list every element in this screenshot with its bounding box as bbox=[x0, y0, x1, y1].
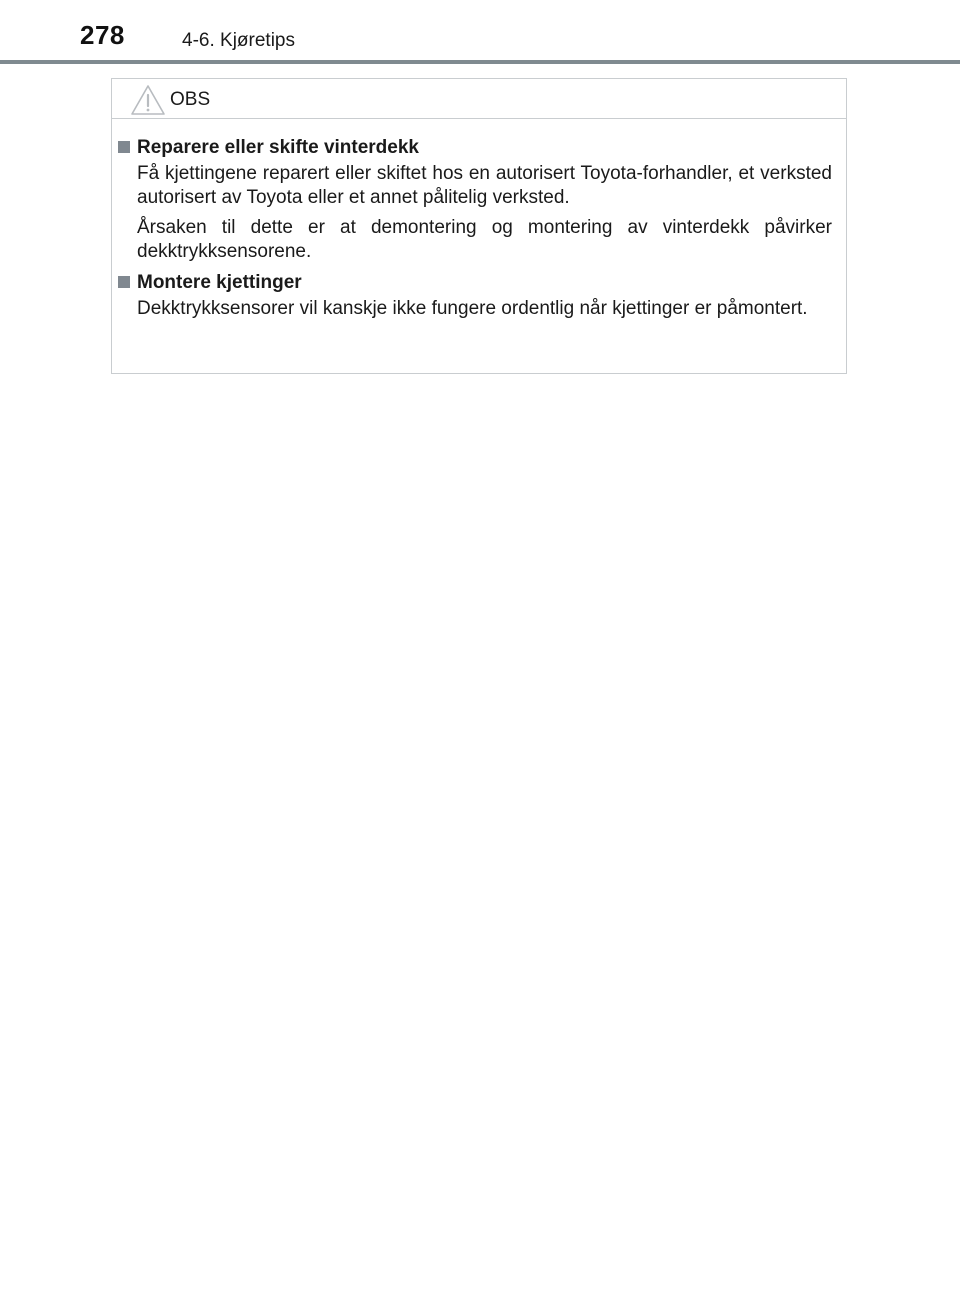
square-bullet-icon bbox=[118, 276, 130, 288]
entry-paragraph: Få kjettingene reparert eller skiftet hos en autorisert Toyota-forhandler, et verksted autorisert av Toyota eller et annet pålitelig verksted. bbox=[137, 163, 832, 208]
warning-triangle-icon bbox=[130, 84, 166, 116]
caution-header bbox=[112, 79, 846, 119]
caution-body bbox=[112, 135, 846, 327]
square-bullet-icon bbox=[118, 141, 130, 153]
section-title: 4-6. Kjøretips bbox=[182, 30, 295, 51]
entry-paragraph: Årsaken til dette er at demontering og montering av vinterdekk påvirker dekktrykksensorene. bbox=[137, 217, 832, 262]
entry-heading bbox=[118, 270, 832, 295]
entry-paragraph: Dekktrykksensorer vil kanskje ikke fungere ordentlig når kjettinger er påmontert. bbox=[137, 298, 808, 319]
caution-entry bbox=[118, 270, 832, 321]
entry-heading bbox=[118, 135, 832, 160]
page-number: 278 bbox=[80, 20, 125, 50]
page-header bbox=[0, 0, 960, 64]
header-rule bbox=[0, 60, 960, 64]
caution-box bbox=[111, 78, 847, 374]
caution-entry bbox=[118, 135, 832, 264]
entry-heading-text: Reparere eller skifte vinterdekk bbox=[137, 137, 419, 158]
entry-heading-text: Montere kjettinger bbox=[137, 272, 302, 293]
caution-label: OBS bbox=[170, 89, 211, 110]
